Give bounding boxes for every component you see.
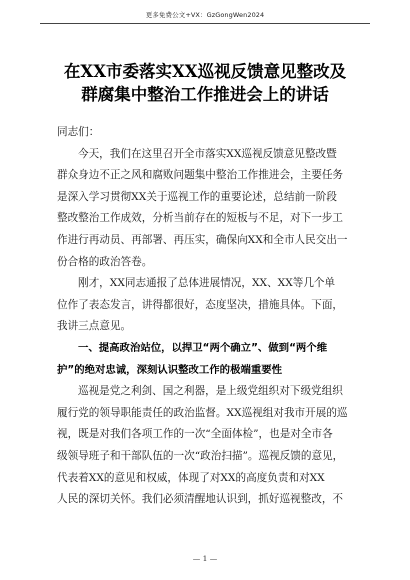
header-note: 更多免费公文+VX：GzGongWen2024	[145, 11, 265, 19]
paragraph-line: 今天，我们在这里召开全市落实XX巡视反馈意见整改暨	[78, 147, 337, 160]
section-heading-line: 护”的绝对忠诚，深刻认识整改工作的极端重要性	[57, 363, 283, 376]
paragraph-line: 是深入学习贯彻XX关于巡视工作的重要论述，总结前一阶段	[57, 190, 337, 203]
paragraph-line: 刚才，XX同志通报了总体进展情况，XX、XX等几个单	[78, 277, 336, 290]
paragraph-line: 履行党的领导职能责任的政治监督。XX巡视组对我市开展的巡	[57, 406, 348, 419]
paragraph-line: 巡视是党之利剑、国之利器，是上级党组织对下级党组织	[78, 385, 343, 398]
salutation: 同志们：	[57, 126, 100, 138]
paragraph-line: 我讲三点意见。	[57, 320, 132, 333]
paragraph-line: 级领导班子和干部队伍的一次“政治扫描”。巡视反馈的意见，	[57, 449, 344, 462]
paragraph-line: 群众身边不正之风和腐败问题集中整治工作推进会，主要任务	[57, 169, 344, 182]
paragraph-line: 整改整治工作成效，分析当前存在的短板与不足，对下一步工	[57, 212, 344, 225]
paragraph-line: 份合格的政治答卷。	[57, 255, 153, 268]
paragraph-line: 位作了表态发言，讲得都很好，态度坚决，措施具体。下面，	[57, 298, 344, 311]
section-heading-line: 一、提高政治站位，以捍卫“两个确立”、做到“两个维	[78, 341, 328, 354]
document-title	[20, 60, 390, 106]
paragraph-line: 视，既是对我们各项工作的一次“全面体检”，也是对全市各	[57, 428, 333, 441]
paragraph-line: 代表着XX的意见和权威，体现了对XX的高度负责和对XX	[57, 471, 325, 484]
paragraph-line: 作进行再动员、再部署、再压实，确保向XX和全市人民交出一	[57, 233, 348, 246]
header-divider	[40, 23, 370, 24]
paragraph-line: 人民的深切关怀。我们必须清醒地认识到，抓好巡视整改，不	[57, 493, 344, 506]
title-line-1: 在XX市委落实XX巡视反馈意见整改及	[63, 62, 347, 81]
page-number: — 1 —	[192, 554, 218, 563]
title-line-2: 群腐集中整治工作推进会上的讲话	[81, 85, 329, 104]
document-body	[57, 122, 357, 511]
